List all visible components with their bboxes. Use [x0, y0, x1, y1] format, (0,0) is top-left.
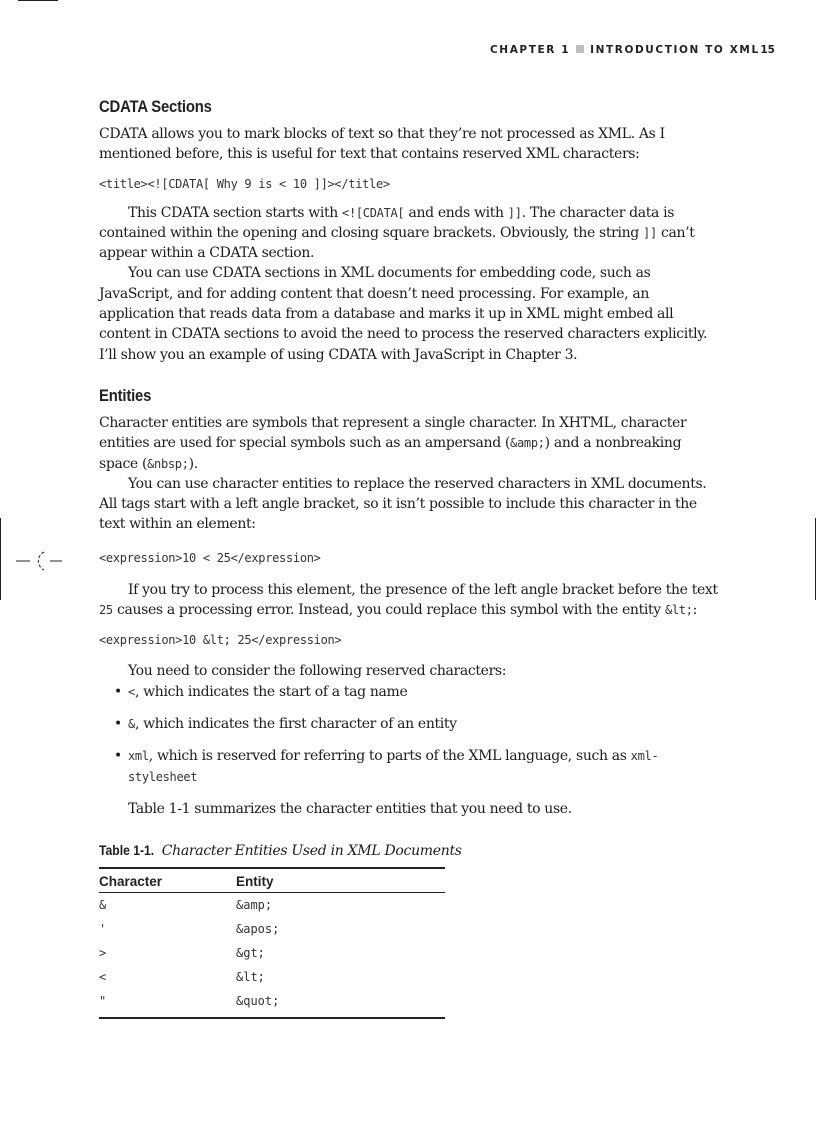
entities-paragraph-2: You can use character entities to replace the reserved characters in XML documents. All tags start with a left angle bracket, so it isn’t possible to include this character in the text within an element: [99, 475, 707, 533]
cdata-intro: CDATA allows you to mark blocks of text so that they’re not processed as XML. As I mentioned before, this is useful for text that contains reserved XML characters: [99, 126, 665, 163]
list-item: • xml, which is reserved for referring to parts of the XML language, such as xml-stylesheet [116, 746, 719, 787]
list-item: • <, which indicates the start of a tag name [116, 682, 719, 702]
section-heading-entities: Entities [99, 386, 152, 405]
code-sample-escaped: <expression>10 &lt; 25</expression> [99, 633, 342, 648]
entities-paragraph-4: You need to consider the following reserved characters: [128, 663, 507, 680]
table-row: > &gt; [99, 946, 265, 961]
page-number: 15 [760, 44, 775, 56]
table-caption-number: Table 1-1. [99, 843, 155, 859]
table-header-row [99, 868, 445, 893]
table-row: ' &apos; [99, 922, 280, 937]
separator-square-icon [576, 45, 584, 53]
crop-mark [18, 0, 58, 1]
cdata-paragraph-3: You can use CDATA sections in XML documents for embedding code, such as JavaScript, and for adding content that doesn’t need processing. For example, an application that reads data from a database and marks it up in XML might embed all content in CDATA sections to avoid the need to process the reserved characters explicitly. I’ll show you an example of using CDATA with JavaScript in Chapter 3. [99, 265, 708, 363]
table-caption-title: Character Entities Used in XML Documents [161, 843, 462, 860]
table-row: " &quot; [99, 994, 280, 1009]
entities-paragraph-5: Table 1-1 summarizes the character entities that you need to use. [128, 800, 572, 817]
cdata-paragraph-2: This CDATA section starts with <![CDATA[ and ends with ]]. The character data is contained within the opening and closing square brackets. Obviously, the string ]] can’t appear within a CDATA section. [99, 204, 695, 262]
running-head [490, 44, 775, 58]
column-header-character: Character [99, 868, 236, 893]
registration-line-left [0, 518, 1, 600]
table-row: < &lt; [99, 970, 265, 985]
column-header-entity: Entity [236, 868, 445, 893]
page-body [99, 96, 719, 1019]
registration-mark-icon [16, 548, 62, 574]
code-sample-expression: <expression>10 < 25</expression> [99, 550, 321, 565]
code-sample-cdata: <title><![CDATA[ Why 9 is < 10 ]]></title> [99, 176, 390, 191]
table-row: & &amp; [99, 898, 273, 913]
list-item: • &, which indicates the first character of an entity [116, 714, 719, 734]
entities-paragraph-1: Character entities are symbols that represent a single character. In XHTML, character entities are used for special symbols such as an ampersand (&amp;) and a nonbreaking space (&nbsp;). [99, 414, 687, 472]
entities-paragraph-3: If you try to process this element, the presence of the left angle bracket before the text 25 causes a processing error. Instead, you could replace this symbol with the entity &lt;: [99, 581, 718, 619]
table-caption [99, 841, 719, 861]
character-entities-table [99, 867, 445, 1019]
chapter-title: INTRODUCTION TO XML [590, 44, 760, 56]
chapter-label: CHAPTER 1 [490, 44, 571, 56]
section-heading-cdata: CDATA Sections [99, 98, 212, 116]
reserved-characters-list [99, 682, 719, 787]
